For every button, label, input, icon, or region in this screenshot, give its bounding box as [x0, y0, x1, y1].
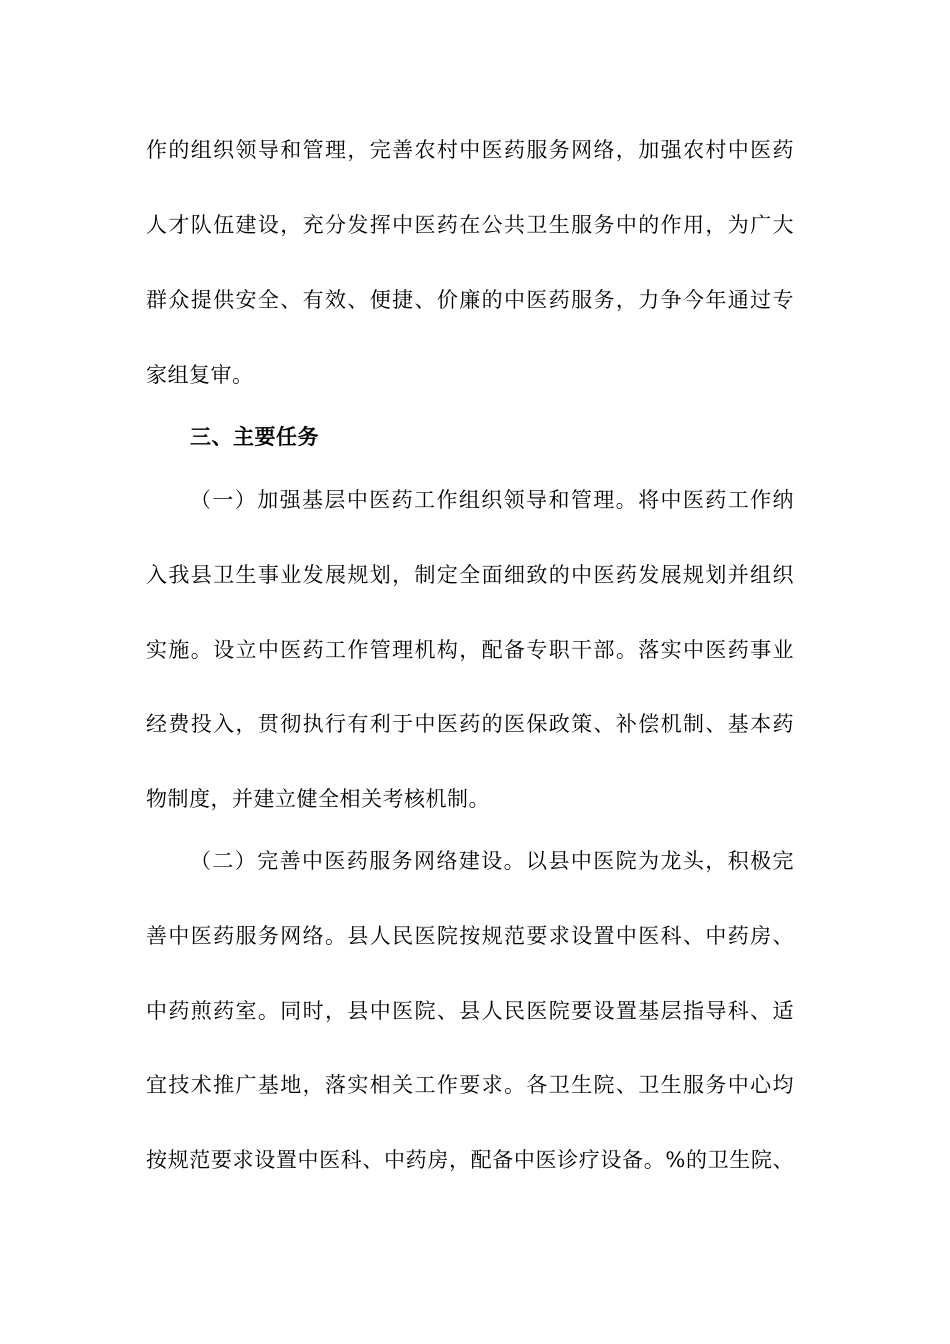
- text-line: 经费投入，贯彻执行有利于中医药的医保政策、补偿机制、基本药: [146, 712, 794, 736]
- text-line: 入我县卫生事业发展规划，制定全面细致的中医药发展规划并组织: [146, 563, 794, 587]
- text-line: 宜技术推广基地，落实相关工作要求。各卫生院、卫生服务中心均: [146, 1073, 794, 1097]
- text-line: （一）加强基层中医药工作组织领导和管理。将中医药工作纳: [190, 488, 794, 512]
- text-line: 物制度，并建立健全相关考核机制。: [146, 787, 490, 811]
- text-line: （二）完善中医药服务网络建设。以县中医院为龙头，积极完: [190, 849, 794, 873]
- text-line: 按规范要求设置中医科、中药房，配备中医诊疗设备。%的卫生院、: [146, 1148, 794, 1172]
- text-line: 实施。设立中医药工作管理机构，配备专职干部。落实中医药事业: [146, 638, 794, 662]
- text-line: 人才队伍建设，充分发挥中医药在公共卫生服务中的作用，为广大: [146, 213, 794, 237]
- text-line: 群众提供安全、有效、便捷、价廉的中医药服务，力争今年通过专: [146, 288, 794, 312]
- text-line: 作的组织领导和管理，完善农村中医药服务网络，加强农村中医药: [146, 138, 794, 162]
- text-line: 中药煎药室。同时，县中医院、县人民医院要设置基层指导科、适: [146, 999, 794, 1023]
- section-heading: 三、主要任务: [190, 424, 319, 449]
- text-line: 善中医药服务网络。县人民医院按规范要求设置中医科、中药房、: [146, 924, 794, 948]
- text-line: 家组复审。: [146, 363, 254, 387]
